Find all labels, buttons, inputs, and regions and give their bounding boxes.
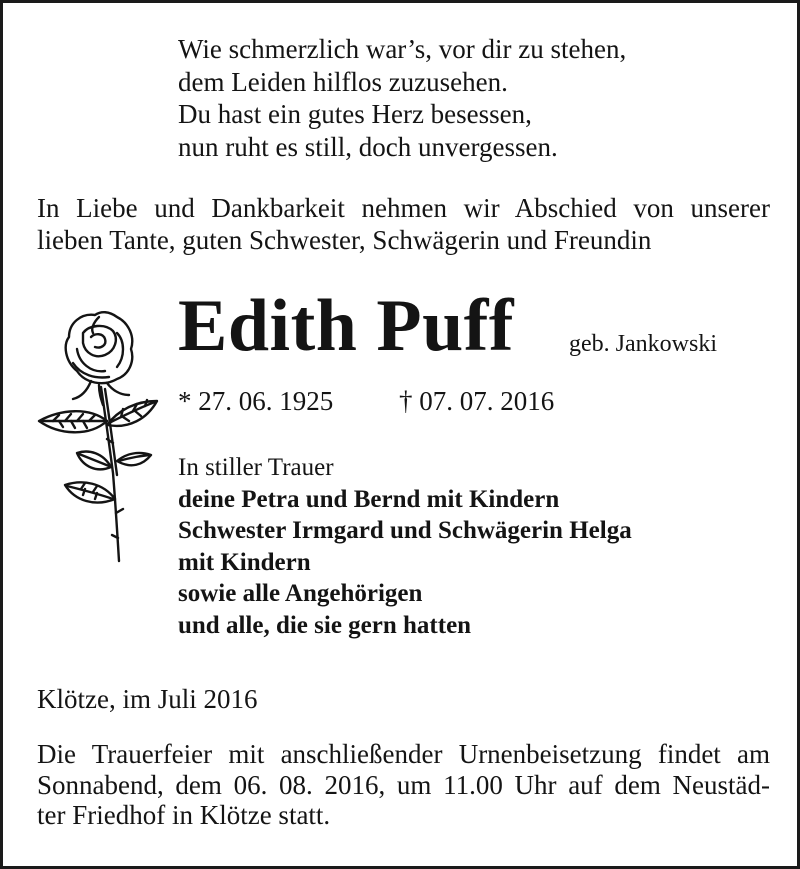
- place-date: Klötze, im Juli 2016: [37, 684, 258, 714]
- memorial-poem: [178, 33, 626, 163]
- funeral-line: Die Trauerfeier mit anschließender Urnenbeisetzung findet am: [37, 739, 770, 769]
- funeral-notice: [37, 739, 770, 831]
- poem-line: Du hast ein gutes Herz besessen,: [178, 99, 532, 129]
- intro-line: lieben Tante, guten Schwester, Schwägerin und Freundin: [37, 225, 652, 255]
- mourner-line: und alle, die sie gern hatten: [178, 611, 472, 639]
- mourner-line: Schwester Irmgard und Schwägerin Helga: [178, 517, 632, 544]
- farewell-intro: [37, 192, 770, 256]
- intro-line: In Liebe und Dankbarkeit nehmen wir Abschied von unserer: [37, 193, 770, 223]
- mourner-line: sowie alle Angehörigen: [178, 580, 423, 607]
- mourners-list: [178, 452, 632, 641]
- poem-line: Wie schmerzlich war’s, vor dir zu stehen,: [178, 34, 627, 64]
- poem-line: dem Leiden hilflos zuzusehen.: [178, 66, 508, 97]
- death-date: † 07. 07. 2016: [399, 386, 555, 416]
- maiden-name: geb. Jankowski: [569, 331, 717, 357]
- birth-date: * 27. 06. 1925: [178, 386, 334, 416]
- funeral-line: ter Friedhof in Klötze statt.: [37, 800, 331, 830]
- deceased-name: Edith Puff: [178, 285, 515, 367]
- funeral-line: Sonnabend, dem 06. 08. 2016, um 11.00 Uhr auf dem Neustäd-: [37, 769, 770, 800]
- mourner-line: mit Kindern: [178, 548, 311, 576]
- rose-icon: [33, 303, 173, 565]
- mourners-intro: In stiller Trauer: [178, 454, 334, 481]
- poem-line: nun ruht es still, doch unvergessen.: [178, 131, 558, 162]
- mourner-line: deine Petra und Bernd mit Kindern: [178, 485, 560, 513]
